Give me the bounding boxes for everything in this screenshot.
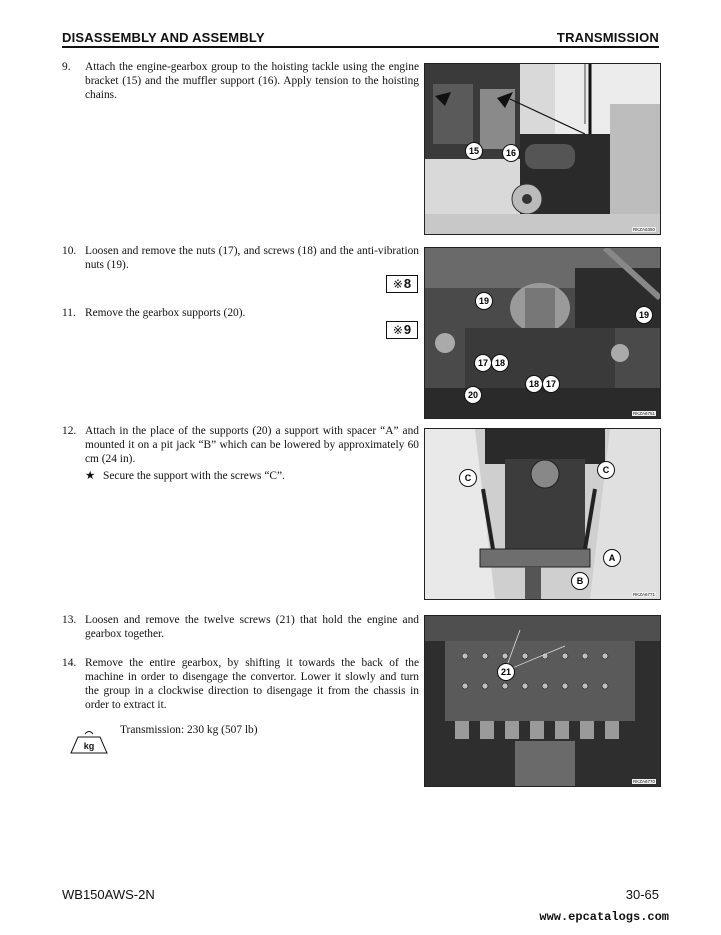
figure-code: RKZA6771: [632, 592, 655, 597]
callout-19-left: 19: [475, 292, 493, 310]
callout-c-left: C: [459, 469, 477, 487]
callout-21: 21: [497, 663, 515, 681]
note-secure-support: [85, 469, 405, 483]
step-14: [62, 656, 419, 712]
reference-number: 8: [403, 276, 412, 291]
step-number: 13.: [62, 614, 77, 626]
callout-18-right: 18: [525, 375, 543, 393]
step-text: Loosen and remove the twelve screws (21) that hold the engine and gearbox together.: [85, 614, 419, 640]
weight-icon-label: kg: [83, 741, 95, 751]
reference-mark-8: [386, 275, 418, 293]
step-10: [62, 244, 419, 272]
callout-17-left: 17: [474, 354, 492, 372]
star-icon: ★: [85, 470, 96, 482]
step-number: 12.: [62, 425, 77, 437]
callout-15: 15: [465, 142, 483, 160]
callout-a: A: [603, 549, 621, 567]
step-text: Loosen and remove the nuts (17), and screws (18) and the anti-vibration nuts (19).: [85, 245, 419, 271]
reference-symbol-icon: ※: [392, 323, 403, 337]
step-13: [62, 613, 419, 641]
step-number: 9.: [62, 61, 71, 73]
header-rule: [62, 46, 659, 48]
figure-code: RKZA6751: [632, 411, 655, 416]
figure-code: RKZA6770: [632, 779, 655, 784]
figure-code: RKZA6350: [632, 227, 655, 232]
callout-18-left: 18: [491, 354, 509, 372]
callout-17-right: 17: [542, 375, 560, 393]
weight-kg-icon: [70, 728, 108, 754]
step-9: [62, 60, 419, 102]
photo-engine-gearbox-screws: [424, 615, 661, 787]
step-11: [62, 306, 419, 320]
step-text: Remove the gearbox supports (20).: [85, 307, 246, 319]
note-text: Secure the support with the screws “C”.: [103, 470, 285, 482]
step-number: 11.: [62, 307, 76, 319]
footer-page-number: 30-65: [625, 887, 659, 902]
reference-symbol-icon: ※: [392, 277, 403, 291]
step-text: Attach the engine-gearbox group to the hoisting tackle using the engine bracket (15) and the muffler support (16). Apply tension to the hoisting chains.: [85, 61, 419, 101]
header-chapter-title: TRANSMISSION: [556, 30, 659, 45]
header-section-title: DISASSEMBLY AND ASSEMBLY: [62, 30, 265, 45]
step-number: 10.: [62, 245, 77, 257]
photo-hoisting-tackle: [424, 63, 661, 235]
step-12: [62, 424, 419, 466]
weight-spec: Transmission: 230 kg (507 lb): [120, 724, 258, 736]
step-text: Remove the entire gearbox, by shifting it towards the back of the machine in order to disengage the convertor. Lower it slowly and turn the group in a clockwise direction to disengage it from the chassis in order to extract it.: [85, 657, 419, 711]
reference-number: 9: [403, 322, 412, 337]
photo-pit-jack-support: [424, 428, 661, 600]
footer-model: WB150AWS-2N: [62, 887, 155, 902]
reference-mark-9: [386, 321, 418, 339]
callout-19-right: 19: [635, 306, 653, 324]
step-text: Attach in the place of the supports (20) a support with spacer “A” and mounted it on a pit jack “B” which can be lowered by approximately 60 cm (24 in).: [85, 425, 419, 465]
step-number: 14.: [62, 657, 77, 669]
callout-20: 20: [464, 386, 482, 404]
watermark: www.epcatalogs.com: [539, 910, 669, 924]
callout-16: 16: [502, 144, 520, 162]
callout-c-right: C: [597, 461, 615, 479]
callout-b: B: [571, 572, 589, 590]
photo-gearbox-supports: [424, 247, 661, 419]
